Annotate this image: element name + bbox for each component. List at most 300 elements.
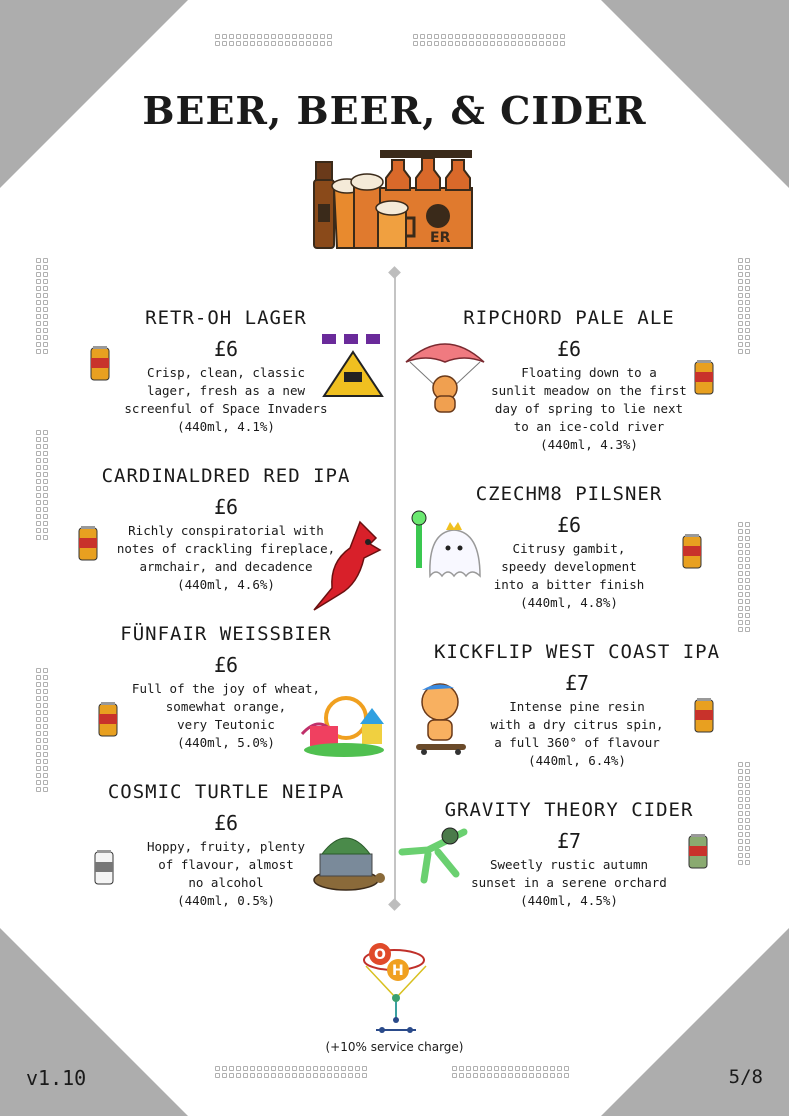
dot (745, 620, 750, 625)
oh-cocktail-logo (358, 936, 432, 1038)
dot (511, 34, 516, 39)
dot (43, 731, 48, 736)
dot (738, 769, 743, 774)
dot (738, 811, 743, 816)
dot (43, 696, 48, 701)
dot (36, 710, 41, 715)
dot (494, 1066, 499, 1071)
dot (480, 1073, 485, 1078)
dot (43, 458, 48, 463)
dot (745, 335, 750, 340)
dot (341, 1066, 346, 1071)
dot (738, 529, 743, 534)
dot (476, 34, 481, 39)
dot (738, 613, 743, 618)
dot (222, 34, 227, 39)
dot (480, 1066, 485, 1071)
dot (420, 34, 425, 39)
dot (738, 839, 743, 844)
dot (243, 41, 248, 46)
dot (522, 1066, 527, 1071)
dot (738, 776, 743, 781)
dot (243, 34, 248, 39)
dot (738, 599, 743, 604)
dot (745, 776, 750, 781)
item-description: Hoppy, fruity, plenty of flavour, almost no alcohol (146, 839, 306, 890)
dot (738, 522, 743, 527)
dot (455, 41, 460, 46)
dot (243, 1073, 248, 1078)
skater-cat-icon (412, 680, 470, 756)
dot (745, 557, 750, 562)
dot (334, 1066, 339, 1071)
dot (413, 34, 418, 39)
dot (278, 41, 283, 46)
service-charge-note: (+10% service charge) (325, 1040, 464, 1054)
dot (738, 293, 743, 298)
dot (43, 689, 48, 694)
dot (292, 34, 297, 39)
dot (36, 472, 41, 477)
item-price: £6 (556, 337, 582, 361)
dot (43, 314, 48, 319)
dot (511, 41, 516, 46)
divider-bottom-ornament (388, 898, 401, 911)
dot (738, 557, 743, 562)
item-size: (440ml, 4.3%) (540, 437, 638, 452)
divider-top-ornament (388, 266, 401, 279)
item-description: Floating down to a sunlit meadow on the first day of spring to lie next to an ice-cold river (491, 365, 687, 434)
dot (508, 1066, 513, 1071)
dot (43, 507, 48, 512)
dot (738, 825, 743, 830)
dot (459, 1066, 464, 1071)
item-size: (440ml, 6.4%) (528, 753, 626, 768)
dot (341, 1073, 346, 1078)
can-red-icon (98, 702, 118, 738)
can-red-icon (78, 526, 98, 562)
dot (745, 571, 750, 576)
item-price: £6 (213, 653, 239, 677)
dot (36, 465, 41, 470)
dot (745, 804, 750, 809)
menu-item (430, 798, 708, 910)
dot (745, 550, 750, 555)
dot (469, 34, 474, 39)
can-grey-icon (94, 850, 114, 886)
item-size: (440ml, 4.8%) (520, 595, 618, 610)
dot (327, 34, 332, 39)
can-red-icon (694, 698, 714, 734)
dot (362, 1073, 367, 1078)
dot (327, 1066, 332, 1071)
dot (36, 682, 41, 687)
dot (738, 335, 743, 340)
dot (462, 41, 467, 46)
dot (43, 437, 48, 442)
dot (285, 1073, 290, 1078)
dot (738, 578, 743, 583)
dot (43, 321, 48, 326)
dot (36, 752, 41, 757)
dot (36, 328, 41, 333)
dot (43, 766, 48, 771)
item-description: Crisp, clean, classic lager, fresh as a new screenful of Space Invaders (124, 365, 328, 416)
dot (36, 689, 41, 694)
dot (250, 34, 255, 39)
dot-pattern (738, 258, 750, 354)
dot (313, 1073, 318, 1078)
dot (550, 1066, 555, 1071)
item-description: Richly conspiratorial with notes of crackling fireplace, armchair, and decadence (116, 523, 336, 574)
dot (483, 34, 488, 39)
dot (292, 1073, 297, 1078)
dot (36, 307, 41, 312)
dot (745, 797, 750, 802)
item-name: RETR-OH LAGER (145, 307, 307, 329)
dot (320, 1066, 325, 1071)
dot-pattern (738, 522, 750, 632)
dot (43, 300, 48, 305)
dot (271, 1073, 276, 1078)
dot (476, 41, 481, 46)
dot (43, 773, 48, 778)
dot (745, 592, 750, 597)
dot (43, 724, 48, 729)
dot (745, 627, 750, 632)
dot (327, 41, 332, 46)
dot (738, 328, 743, 333)
dot (36, 780, 41, 785)
dot (745, 825, 750, 830)
dot (738, 592, 743, 597)
item-price: £6 (213, 495, 239, 519)
dot (469, 41, 474, 46)
dot (257, 41, 262, 46)
dot (334, 1073, 339, 1078)
dot (745, 853, 750, 858)
dot (257, 1073, 262, 1078)
dot (745, 342, 750, 347)
dot (560, 41, 565, 46)
dot (306, 1066, 311, 1071)
dot (36, 444, 41, 449)
dot (745, 790, 750, 795)
dot (518, 34, 523, 39)
dot (427, 34, 432, 39)
dot (236, 34, 241, 39)
dot (504, 34, 509, 39)
dot (745, 522, 750, 527)
dot (738, 543, 743, 548)
dot (745, 846, 750, 851)
dot (36, 696, 41, 701)
dot (36, 738, 41, 743)
dot (264, 41, 269, 46)
dot-pattern (36, 258, 48, 354)
dot (43, 472, 48, 477)
dot (43, 258, 48, 263)
dot (313, 1066, 318, 1071)
item-name: KICKFLIP WEST COAST IPA (433, 641, 721, 663)
dot (738, 571, 743, 576)
item-name: FÜNFAIR WEISSBIER (120, 623, 332, 645)
dot (522, 1073, 527, 1078)
dot (557, 1073, 562, 1078)
dot (299, 34, 304, 39)
dot (504, 41, 509, 46)
dot (215, 1073, 220, 1078)
dot (250, 1073, 255, 1078)
dot (738, 620, 743, 625)
dot (43, 745, 48, 750)
dot (43, 479, 48, 484)
dot-pattern (452, 1066, 569, 1078)
dot-pattern (36, 668, 48, 792)
dot (745, 293, 750, 298)
dot (745, 279, 750, 284)
dot (271, 1066, 276, 1071)
dot-pattern (215, 1066, 367, 1078)
dot (43, 279, 48, 284)
dot (473, 1073, 478, 1078)
item-name: CZECHM8 PILSNER (475, 483, 663, 505)
dot (738, 342, 743, 347)
item-size: (440ml, 4.1%) (177, 419, 275, 434)
item-description: Citrusy gambit, speedy development into a bitter finish (493, 541, 645, 592)
dot (36, 300, 41, 305)
dot (43, 703, 48, 708)
dot (560, 34, 565, 39)
dot (36, 668, 41, 673)
item-price: £7 (564, 671, 590, 695)
dot (36, 265, 41, 270)
dot (250, 1066, 255, 1071)
skydiver-icon (398, 822, 470, 888)
dot (738, 300, 743, 305)
dot (536, 1073, 541, 1078)
dot (243, 1066, 248, 1071)
dot (738, 279, 743, 284)
dot (229, 34, 234, 39)
dot (452, 1066, 457, 1071)
dot (745, 818, 750, 823)
dot (441, 41, 446, 46)
dot (43, 486, 48, 491)
dot (222, 41, 227, 46)
dot (745, 328, 750, 333)
dot (745, 307, 750, 312)
item-name: CARDINALDRED RED IPA (101, 465, 351, 487)
dot (745, 839, 750, 844)
dot (490, 41, 495, 46)
dot (473, 1066, 478, 1071)
dot (529, 1066, 534, 1071)
item-description: Intense pine resin with a dry citrus spin, a full 360° of flavour (490, 699, 664, 750)
dot (36, 479, 41, 484)
item-price: £6 (213, 337, 239, 361)
dot (525, 41, 530, 46)
dot (738, 853, 743, 858)
dot (43, 342, 48, 347)
dot (36, 430, 41, 435)
item-price: £6 (213, 811, 239, 835)
dot (543, 1066, 548, 1071)
dot (36, 500, 41, 505)
dot (36, 535, 41, 540)
dot (738, 832, 743, 837)
dot (466, 1073, 471, 1078)
dot (459, 1073, 464, 1078)
dot (36, 521, 41, 526)
dot (43, 675, 48, 680)
dot (738, 349, 743, 354)
dot (36, 437, 41, 442)
dot (222, 1066, 227, 1071)
dot (745, 578, 750, 583)
dot (745, 321, 750, 326)
dot (738, 536, 743, 541)
dot (738, 307, 743, 312)
version-label: v1.10 (26, 1066, 87, 1090)
dot (236, 41, 241, 46)
beer-crate-illustration (310, 148, 478, 252)
dot (529, 1073, 534, 1078)
dot (285, 1066, 290, 1071)
dot (745, 272, 750, 277)
dot (441, 34, 446, 39)
dot (745, 314, 750, 319)
dot (546, 41, 551, 46)
dot (43, 780, 48, 785)
can-red-icon (90, 346, 110, 382)
dot (497, 34, 502, 39)
dot (738, 606, 743, 611)
dot (501, 1073, 506, 1078)
dot (236, 1073, 241, 1078)
dot (43, 500, 48, 505)
parachute-cat-icon (402, 332, 488, 416)
dot (532, 34, 537, 39)
dot (313, 34, 318, 39)
dot (745, 349, 750, 354)
dot (745, 769, 750, 774)
dot (327, 1073, 332, 1078)
dot (299, 1066, 304, 1071)
dot (455, 34, 460, 39)
dot (271, 34, 276, 39)
dot (738, 804, 743, 809)
dot (539, 41, 544, 46)
dot (43, 710, 48, 715)
dot (490, 34, 495, 39)
dot (36, 675, 41, 680)
dot (564, 1066, 569, 1071)
dot (348, 1066, 353, 1071)
dot (43, 514, 48, 519)
dot (738, 314, 743, 319)
item-name: COSMIC TURTLE NEIPA (107, 781, 345, 803)
item-size: (440ml, 4.6%) (177, 577, 275, 592)
dot (43, 668, 48, 673)
dot (745, 762, 750, 767)
dot (745, 536, 750, 541)
dot (738, 258, 743, 263)
dot (738, 790, 743, 795)
dot (745, 783, 750, 788)
dot (43, 521, 48, 526)
dot (43, 465, 48, 470)
item-price: £6 (556, 513, 582, 537)
dot (285, 41, 290, 46)
dot (43, 328, 48, 333)
dot (348, 1073, 353, 1078)
item-size: (440ml, 0.5%) (177, 893, 275, 908)
dot (525, 34, 530, 39)
dot (738, 550, 743, 555)
dot (43, 293, 48, 298)
dot (43, 265, 48, 270)
dot (222, 1073, 227, 1078)
dot (313, 41, 318, 46)
svg-text:H: H (392, 963, 404, 979)
dot (36, 759, 41, 764)
dot (36, 745, 41, 750)
dot (236, 1066, 241, 1071)
dot (745, 258, 750, 263)
dot (483, 41, 488, 46)
dot (36, 342, 41, 347)
dot (43, 528, 48, 533)
item-name: GRAVITY THEORY CIDER (444, 799, 694, 821)
dot (271, 41, 276, 46)
dot (306, 1073, 311, 1078)
dot (36, 724, 41, 729)
dot (738, 860, 743, 865)
dot (257, 1066, 262, 1071)
can-red-icon (682, 534, 702, 570)
dot (745, 811, 750, 816)
dot (434, 34, 439, 39)
dot (362, 1066, 367, 1071)
dot (738, 321, 743, 326)
dot (553, 34, 558, 39)
dot (257, 34, 262, 39)
can-green-icon (688, 834, 708, 870)
dot (745, 543, 750, 548)
dot (518, 41, 523, 46)
dot (43, 286, 48, 291)
dot (487, 1073, 492, 1078)
dot (738, 564, 743, 569)
dot (36, 258, 41, 263)
dot (745, 585, 750, 590)
dot (515, 1066, 520, 1071)
dot (215, 1066, 220, 1071)
dot (320, 34, 325, 39)
dot-pattern (738, 762, 750, 865)
dot (43, 451, 48, 456)
dot (264, 1066, 269, 1071)
dot (36, 314, 41, 319)
dot (553, 41, 558, 46)
dot (292, 1066, 297, 1071)
dot (229, 41, 234, 46)
dot (36, 349, 41, 354)
dot (299, 41, 304, 46)
item-size: (440ml, 5.0%) (177, 735, 275, 750)
page-title: BEER, BEER, & CIDER (142, 88, 647, 133)
